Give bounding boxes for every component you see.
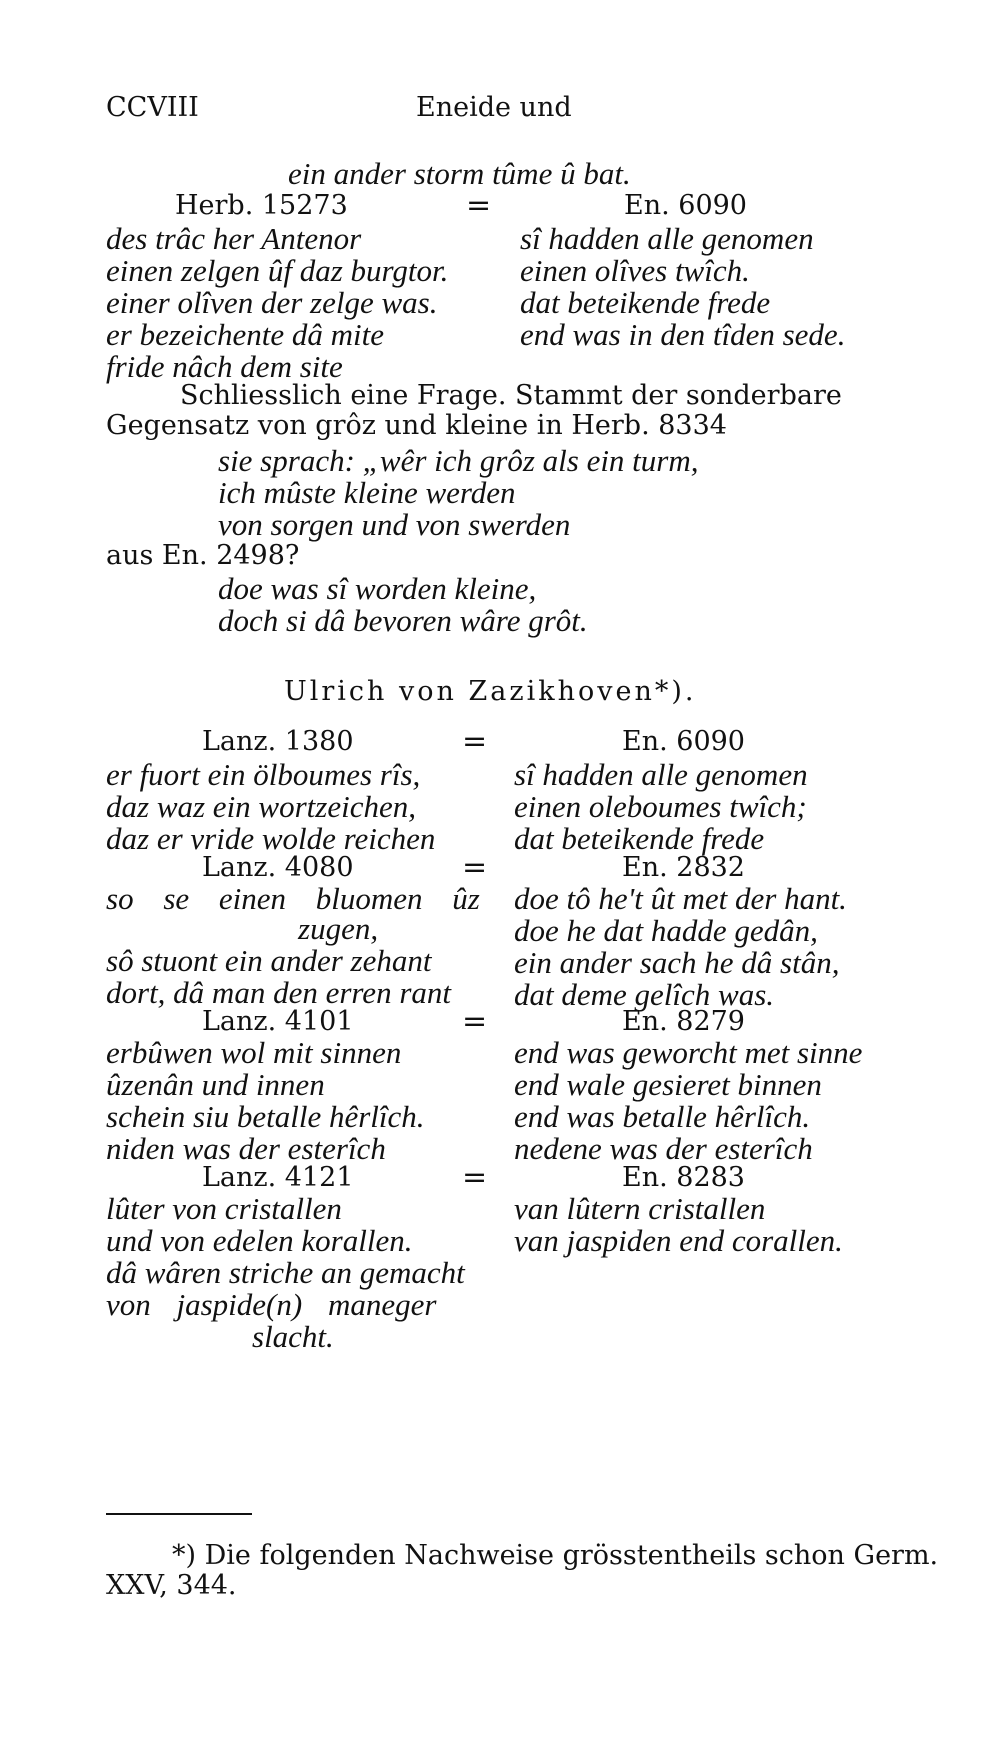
equals-sign: = bbox=[462, 850, 488, 885]
quote-line: ein ander sach he dâ stân, bbox=[514, 945, 840, 980]
quote-line: fride nâch dem site bbox=[106, 349, 343, 384]
citation-ref: En. 8283 bbox=[622, 1162, 745, 1193]
quote-line: sî hadden alle genomen bbox=[520, 221, 814, 256]
equals-sign: = bbox=[466, 188, 492, 223]
citation-ref: Herb. 15273 bbox=[175, 190, 348, 221]
quote-line: ich mûste kleine werden bbox=[218, 475, 516, 510]
quote-line: dat beteikende frede bbox=[520, 285, 771, 320]
quote-line: van lûtern cristallen bbox=[514, 1191, 766, 1226]
quote-line: von sorgen und von swerden bbox=[218, 507, 571, 542]
quote-line: ein ander storm tûme û bat. bbox=[288, 156, 631, 191]
citation-ref: Lanz. 4121 bbox=[202, 1162, 354, 1193]
quote-line: des trâc her Antenor bbox=[106, 221, 362, 256]
quote-line: daz er vride wolde reichen bbox=[106, 821, 436, 856]
quote-line: dâ wâren striche an gemacht bbox=[106, 1255, 465, 1290]
citation-ref: En. 2832 bbox=[622, 852, 745, 883]
quote-line: dat deme gelîch was. bbox=[514, 977, 775, 1012]
quote-line: doe he dat hadde gedân, bbox=[514, 913, 818, 948]
quote-line: er fuort ein ölboumes rîs, bbox=[106, 757, 421, 792]
quote-line: er bezeichente dâ mite bbox=[106, 317, 385, 352]
footnote-rule bbox=[106, 1513, 252, 1515]
quote-line: sie sprach: „wêr ich grôz als ein turm, bbox=[218, 443, 699, 478]
equals-sign: = bbox=[462, 724, 488, 759]
quote-line: niden was der esterîch bbox=[106, 1131, 386, 1166]
quote-line: einen oleboumes twîch; bbox=[514, 789, 807, 824]
quote-line: sô stuont ein ander zehant bbox=[106, 943, 432, 978]
running-title: Eneide und bbox=[416, 92, 572, 123]
footnote-text: XXV, 344. bbox=[106, 1570, 237, 1601]
quote-line: ûzenân und innen bbox=[106, 1067, 325, 1102]
paragraph-line: Gegensatz von grôz und kleine in Herb. 8334 bbox=[106, 410, 727, 441]
quote-line: einen zelgen ûf daz burgtor. bbox=[106, 253, 449, 288]
equals-sign: = bbox=[462, 1160, 488, 1195]
citation-ref: Lanz. 1380 bbox=[202, 726, 354, 757]
section-heading: Ulrich von Zazikhoven*). bbox=[284, 676, 697, 707]
equals-sign: = bbox=[462, 1004, 488, 1039]
quote-line: schein siu betalle hêrlîch. bbox=[106, 1099, 425, 1134]
quote-line: einen olîves twîch. bbox=[520, 253, 750, 288]
quote-line: zugen, bbox=[298, 911, 379, 946]
page-number: CCVIII bbox=[106, 92, 199, 123]
quote-line: end was betalle hêrlîch. bbox=[514, 1099, 811, 1134]
quote-line: erbûwen wol mit sinnen bbox=[106, 1035, 402, 1070]
quote-line: und von edelen korallen. bbox=[106, 1223, 413, 1258]
citation-ref: Lanz. 4101 bbox=[202, 1006, 354, 1037]
quote-line: van jaspiden end corallen. bbox=[514, 1223, 843, 1258]
citation-ref: En. 8279 bbox=[622, 1006, 745, 1037]
quote-line: dort, dâ man den erren rant bbox=[106, 975, 451, 1010]
citation-ref: En. 6090 bbox=[624, 190, 747, 221]
quote-line: so se einen bluomen ûz bbox=[106, 881, 480, 916]
paragraph-line: Schliesslich eine Frage. Stammt der sonderbare bbox=[180, 380, 842, 411]
quote-line: doe was sî worden kleine, bbox=[218, 571, 537, 606]
quote-line: slacht. bbox=[252, 1319, 334, 1354]
quote-line: einer olîven der zelge was. bbox=[106, 285, 438, 320]
quote-line: end was in den tîden sede. bbox=[520, 317, 846, 352]
quote-line: nedene was der esterîch bbox=[514, 1131, 813, 1166]
quote-line: dat beteikende frede bbox=[514, 821, 765, 856]
quote-line: doch si dâ bevoren wâre grôt. bbox=[218, 603, 588, 638]
citation-ref: Lanz. 4080 bbox=[202, 852, 354, 883]
quote-line: doe tô he't ût met der hant. bbox=[514, 881, 847, 916]
footnote-text: *) Die folgenden Nachweise grösstentheils schon Germ. bbox=[172, 1540, 939, 1571]
citation-ref: En. 6090 bbox=[622, 726, 745, 757]
paragraph-line: aus En. 2498? bbox=[106, 540, 300, 571]
quote-line: sî hadden alle genomen bbox=[514, 757, 808, 792]
quote-line: end was geworcht met sinne bbox=[514, 1035, 863, 1070]
quote-line: daz waz ein wortzeichen, bbox=[106, 789, 416, 824]
quote-line: end wale gesieret binnen bbox=[514, 1067, 822, 1102]
quote-line: von jaspide(n) maneger bbox=[106, 1287, 437, 1322]
quote-line: lûter von cristallen bbox=[106, 1191, 342, 1226]
